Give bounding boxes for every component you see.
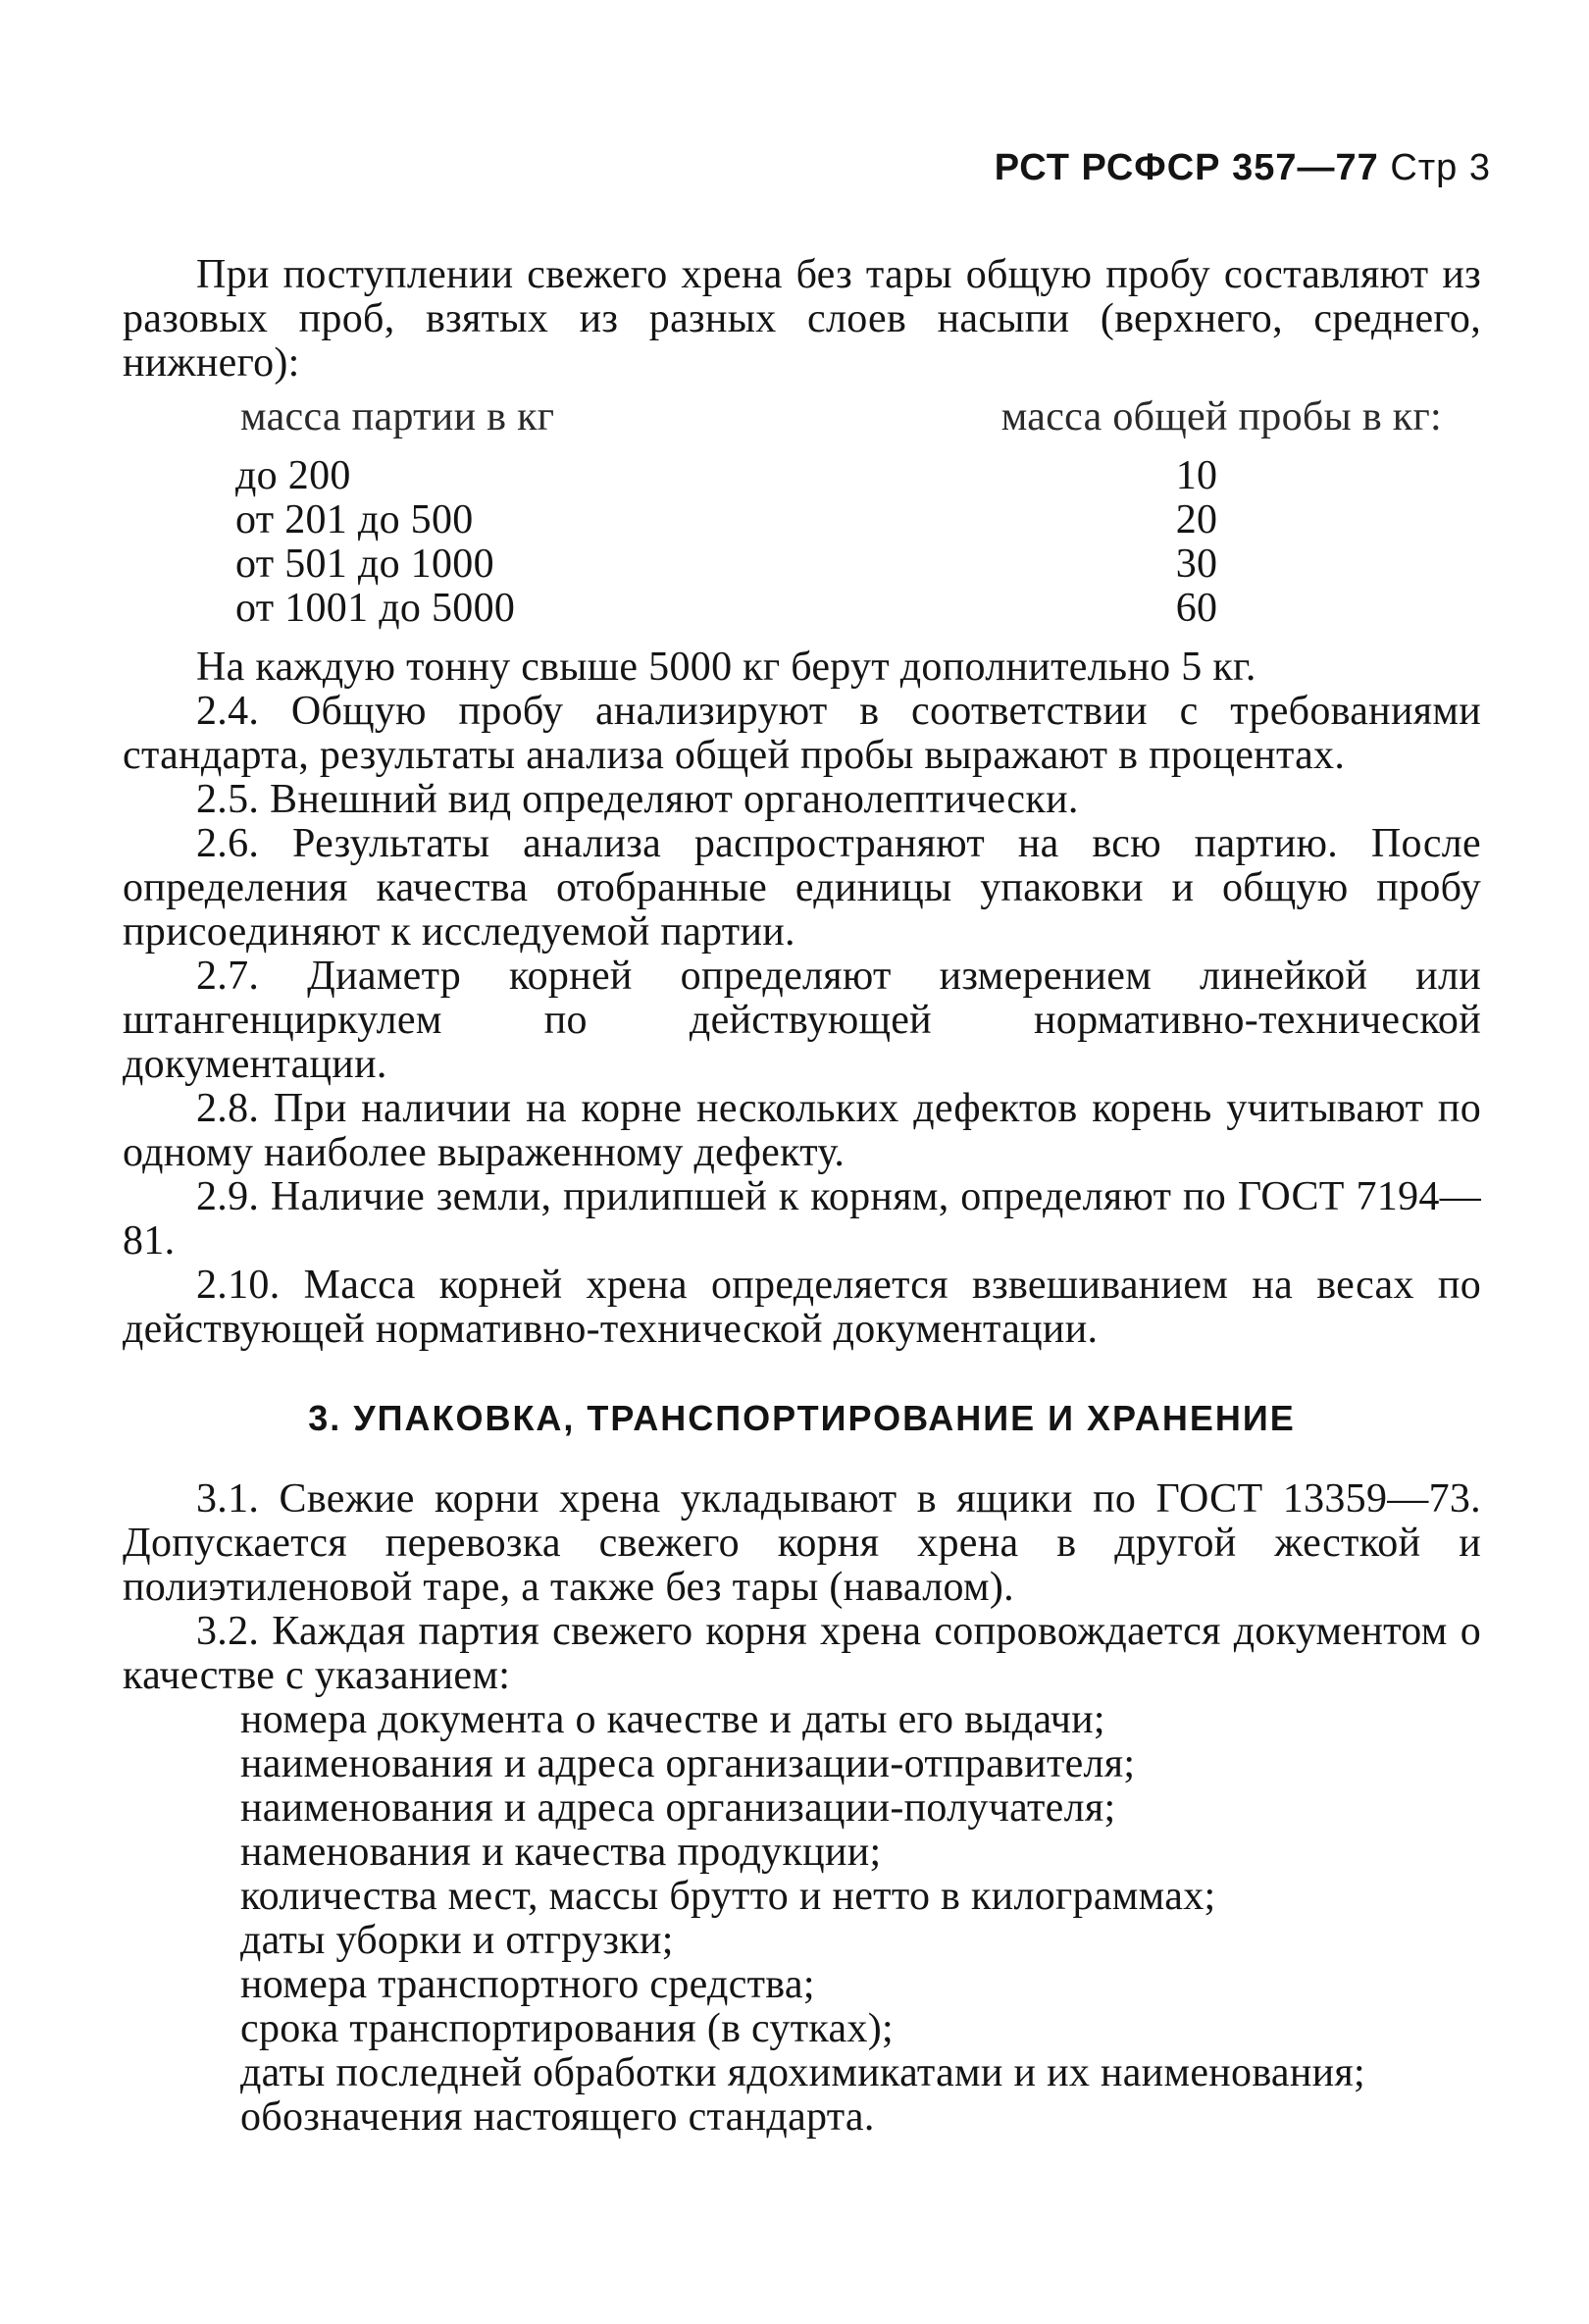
table-row bbox=[235, 498, 474, 542]
list-item: наименования и адреса организации-отправителя; bbox=[240, 1741, 1136, 1786]
list-item: наменования и качества продукции; bbox=[240, 1830, 882, 1875]
list-item: даты уборки и отгрузки; bbox=[240, 1918, 674, 1963]
col-header-batch-mass: масса партии в кг bbox=[240, 394, 555, 439]
sample-mass-table bbox=[123, 395, 1481, 636]
page-header bbox=[995, 147, 1491, 189]
row-range: от 201 до 500 bbox=[235, 497, 474, 542]
row-range: до 200 bbox=[235, 453, 351, 498]
paragraph-2-5: 2.5. Внешний вид определяют органолептически. bbox=[196, 777, 1079, 822]
list-item: даты последней обработки ядохимикатами и их наименования; bbox=[240, 2050, 1365, 2095]
table-header bbox=[240, 395, 1442, 439]
paragraph-2-6: 2.6. Результаты анализа распространяют на всю партию. После определения качества отобранные единицы упаковки и общую пробу присоединяют к исследуемой партии. bbox=[123, 821, 1481, 955]
list-item: номера транспортного средства; bbox=[240, 1962, 815, 2007]
row-range: от 1001 до 5000 bbox=[235, 586, 516, 631]
document-code: РСТ РСФСР 357—77 bbox=[994, 147, 1379, 188]
paragraph-2-7: 2.7. Диаметр корней определяют измерением линейкой или штангенциркулем по действующей нормативно-технической документации. bbox=[123, 954, 1481, 1087]
list-item: срока транспортирования (в сутках); bbox=[240, 2006, 894, 2051]
col-header-sample-mass: масса общей пробы в кг: bbox=[1000, 394, 1442, 439]
document-body bbox=[123, 253, 1481, 2140]
row-value: 60 bbox=[1175, 586, 1218, 631]
list-item: обозначения настоящего стандарта. bbox=[240, 2094, 875, 2140]
table-row bbox=[235, 542, 494, 587]
intro-paragraph: При поступлении свежего хрена без тары общую пробу составляют из разовых проб, взятых из разных слоев насыпи (верхнего, среднего, нижнего): bbox=[123, 252, 1481, 386]
paragraph-2-10: 2.10. Масса корней хрена определяется взвешиванием на весах по действующей нормативно-технической документации. bbox=[123, 1263, 1481, 1352]
list-item: количества мест, массы брутто и нетто в килограммах; bbox=[240, 1874, 1216, 1919]
page-number: Стр 3 bbox=[1390, 147, 1491, 188]
row-value: 10 bbox=[1175, 453, 1218, 498]
extra-sample-note: На каждую тонну свыше 5000 кг берут дополнительно 5 кг. bbox=[196, 645, 1256, 690]
paragraph-2-8: 2.8. При наличии на корне нескольких дефектов корень учитывают по одному наиболее выраженному дефекту. bbox=[123, 1086, 1481, 1175]
table-row bbox=[235, 454, 351, 498]
paragraph-3-2: 3.2. Каждая партия свежего корня хрена сопровождается документом о качестве с указанием: bbox=[123, 1609, 1481, 1698]
paragraph-3-1: 3.1. Свежие корни хрена укладывают в ящики по ГОСТ 13359—73. Допускается перевозка свежего корня хрена в другой жесткой и полиэтиленовой таре, а также без тары (навалом). bbox=[123, 1476, 1481, 1610]
quality-document-fields-list bbox=[123, 1698, 1481, 2140]
section-3-title: 3. УПАКОВКА, ТРАНСПОРТИРОВАНИЕ И ХРАНЕНИЕ bbox=[308, 1398, 1296, 1438]
paragraph-2-9: 2.9. Наличие земли, прилипшей к корням, определяют по ГОСТ 7194—81. bbox=[123, 1174, 1481, 1264]
row-range: от 501 до 1000 bbox=[235, 542, 494, 587]
list-item: наименования и адреса организации-получателя; bbox=[240, 1785, 1116, 1831]
table-row bbox=[235, 587, 515, 631]
row-value: 30 bbox=[1175, 542, 1218, 587]
list-item: номера документа о качестве и даты его выдачи; bbox=[240, 1697, 1105, 1742]
paragraph-2-4: 2.4. Общую пробу анализируют в соответствии с требованиями стандарта, результаты анализа общей пробы выражают в процентах. bbox=[123, 689, 1481, 778]
row-value: 20 bbox=[1175, 497, 1218, 542]
